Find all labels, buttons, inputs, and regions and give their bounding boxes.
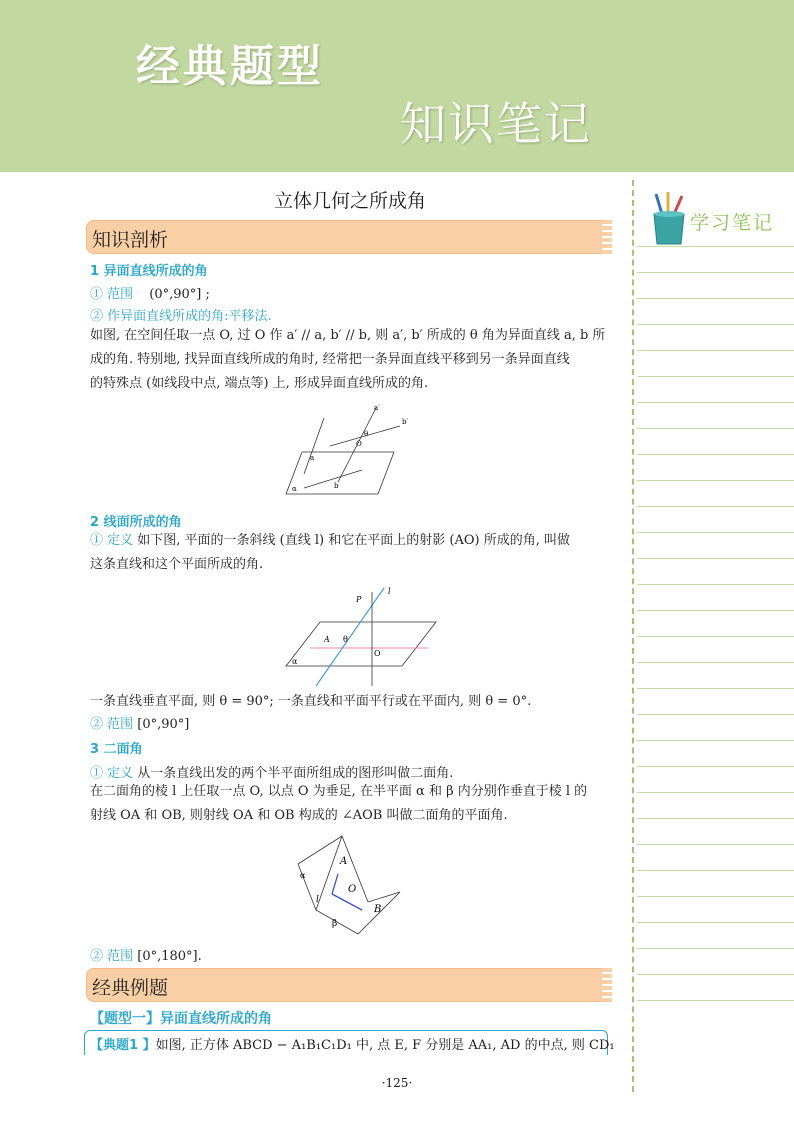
paragraph-3 [90,780,610,828]
figure-dihedral [288,830,408,942]
note-rule [637,792,794,793]
label-alpha: α [300,871,306,880]
note-rule [637,402,794,403]
example-text: 如图, 正方体 ABCD − A₁B₁C₁D₁ 中, 点 E, F 分别是 AA₁, AD 的中点, 则 CD₁ [155,1038,615,1053]
range-value: [0°,180°]. [133,949,202,964]
question-type-tag: 【题型一】异面直线所成的角 [90,1011,272,1027]
section-bar-knowledge [86,220,608,254]
label-l: l [388,587,391,596]
note-rule [637,844,794,845]
note-rule [637,558,794,559]
angle-note: 一条直线垂直平面, 则 θ = 90°; 一条直线和平面平行或在平面内, 则 θ = 0°. [90,694,532,709]
note-rule [637,272,794,273]
section-bar-examples [86,968,608,1002]
range-line-2 [90,713,189,732]
def-text: 从一条直线出发的两个半平面所组成的图形叫做二面角. [133,766,454,781]
note-rule [637,298,794,299]
note-rule [637,428,794,429]
range-label: ② 范围 [90,717,134,732]
label-b: b [334,482,339,490]
note-rule [637,636,794,637]
note-rule [637,766,794,767]
heading-dihedral: 3 二面角 [90,742,143,757]
half-plane-bottom [298,864,400,934]
note-rule [637,376,794,377]
note-rule [637,974,794,975]
def-text: 如下图, 平面的一条斜线 (直线 l) 和它在平面上的射影 (AO) 所成的角, 叫做 [133,533,570,548]
banner-title-1: 经典题型 [136,41,324,92]
def-label: ① 定义 [90,533,134,548]
label-b-prime: b′ [402,418,409,426]
plane-outline [286,622,436,666]
paragraph-line: 射线 OA 和 OB, 则射线 OA 和 OB 构成的 ∠AOB 叫做二面角的平面角. [90,808,508,823]
range-label: ① 范围 [90,287,134,302]
label-a-point: A [324,635,330,644]
paragraph-line: 成的角. 特别地, 找异面直线所成的角时, 经常把一条异面直线平移到另一条异面直线 [90,352,570,367]
note-rule [637,454,794,455]
label-o: O [356,440,362,448]
paragraph-line: 在二面角的棱 l 上任取一点 O, 以点 O 为垂足, 在半平面 α 和 β 内分别作垂直于棱 l 的 [90,784,588,799]
note-rule [637,688,794,689]
note-rule [637,610,794,611]
note-rule [637,948,794,949]
pencil-cup-icon [646,192,690,250]
example-label: 【典题1 】 [90,1038,156,1053]
heading-skew-lines: 1 异面直线所成的角 [90,264,208,279]
line-a [304,418,324,474]
label-beta: β [332,919,338,929]
bar-edge-decoration [602,220,612,254]
page-number: ·125· [381,1076,413,1090]
label-o: O [348,884,357,895]
section-title: 知识剖析 [92,229,169,251]
note-rule [637,532,794,533]
label-b: B [374,904,382,915]
note-rule [637,506,794,507]
label-l: l [316,895,319,905]
note-rule [637,1000,794,1001]
definition-2 [90,529,610,577]
page-title: 立体几何之所成角 [273,190,426,212]
label-alpha: α [292,485,297,493]
line-b [304,470,362,488]
note-rule [637,324,794,325]
edge-line [316,836,342,910]
label-a-prime: a′ [374,404,380,412]
def-label: ① 定义 [90,766,134,781]
notes-divider [632,180,634,1092]
label-theta: θ [364,430,369,438]
notes-title: 学习笔记 [690,212,775,234]
heading-line-plane: 2 线面所成的角 [90,515,182,530]
label-theta: θ [343,635,348,644]
note-rule [637,896,794,897]
label-a: a [310,454,315,462]
ray-ob [332,894,362,910]
paragraph-line: 如图, 在空间任取一点 O, 过 O 作 a′ // a, b′ // b, 则 a′, b′ 所成的 θ 角为异面直线 a, b 所 [90,328,606,343]
def-text-2: 这条直线和这个平面所成的角. [90,557,264,572]
figure-skew-lines [280,398,430,502]
note-rule [637,818,794,819]
paragraph-line: 的特殊点 (如线段中点, 端点等) 上, 形成异面直线所成的角. [90,376,429,391]
note-rule [637,740,794,741]
label-p: P [356,595,362,604]
figure-line-plane [280,582,450,690]
note-rule [637,662,794,663]
header-banner [0,0,794,172]
note-rule [637,350,794,351]
range-line-3 [90,945,202,964]
range-label: ② 范围 [90,949,134,964]
definition-3 [90,762,453,781]
bar-edge-decoration [602,968,612,1002]
note-rule [637,714,794,715]
note-rule [637,870,794,871]
example-line [90,1034,615,1053]
label-a: A [340,856,348,867]
banner-title-2: 知识笔记 [400,97,592,151]
ray-oa [332,874,338,894]
paragraph-1 [90,324,610,396]
note-rule [637,246,794,247]
note-rule [637,480,794,481]
note-rule [637,922,794,923]
range-value: [0°,90°] [133,717,190,732]
note-rule [637,584,794,585]
section-title: 经典例题 [92,977,169,999]
range-value: (0°,90°] ; [149,287,210,302]
range-line-1 [90,283,210,302]
plane-outline [286,452,394,494]
label-alpha: α [292,657,298,666]
method-line: ② 作异面直线所成的角:平移法. [90,309,272,324]
label-o: O [374,649,381,658]
